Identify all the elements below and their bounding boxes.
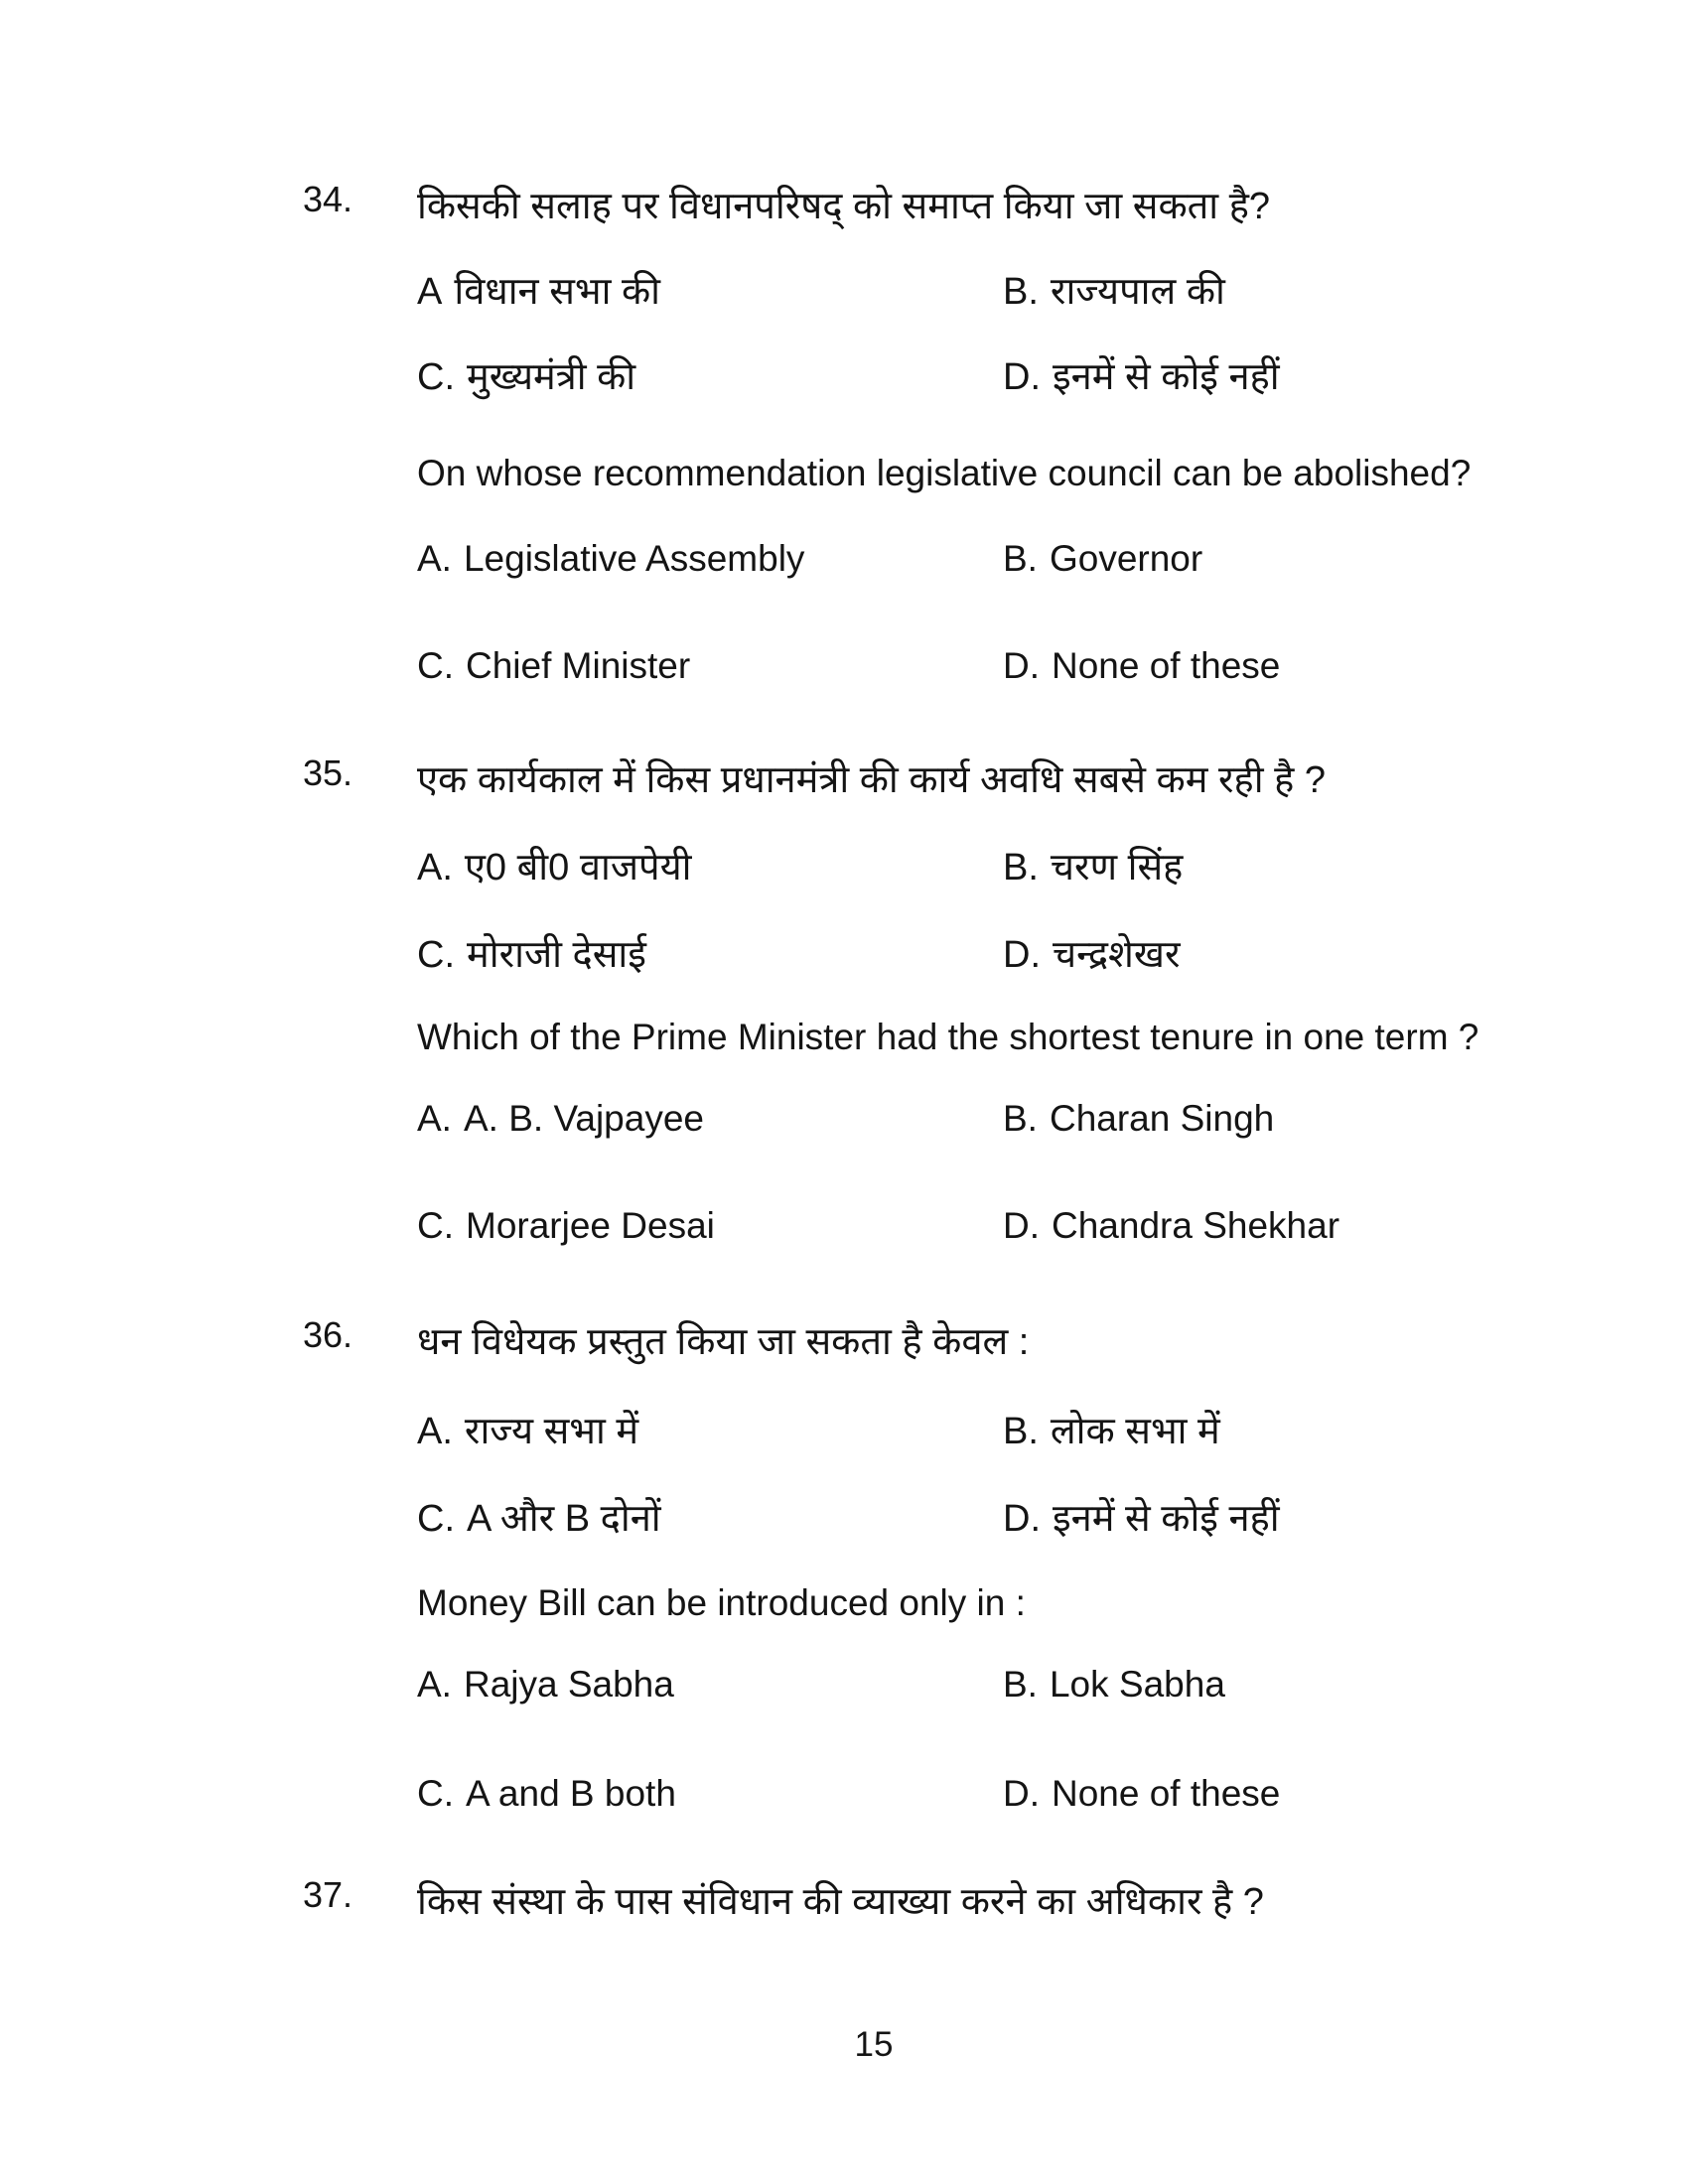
option-label: C. xyxy=(417,356,455,398)
option-c-english xyxy=(417,1773,676,1815)
option-c-hindi xyxy=(417,1491,661,1543)
option-b-english xyxy=(1003,1664,1225,1706)
option-label: B. xyxy=(1003,847,1039,888)
option-text: राज्यपाल की xyxy=(1050,271,1225,313)
question-text-hindi: एक कार्यकाल में किस प्रधानमंत्री की कार्य अवधि सबसे कम रही है ? xyxy=(417,759,1326,801)
option-text: चन्द्रशेखर xyxy=(1053,934,1181,976)
question-number: 34. xyxy=(303,179,353,219)
option-c-hindi xyxy=(417,927,646,979)
option-text: A. B. Vajpayee xyxy=(463,1098,704,1139)
question-35-hindi-options-row-2 xyxy=(0,927,1688,979)
option-a-hindi xyxy=(417,1404,638,1455)
option-label: D. xyxy=(1003,1205,1040,1246)
option-text: Chief Minister xyxy=(466,645,691,686)
question-36-hindi-options-row-2 xyxy=(0,1491,1688,1543)
option-a-hindi xyxy=(417,840,691,891)
question-35-english-options-row-1 xyxy=(0,1098,1688,1150)
option-a-english xyxy=(417,538,804,580)
option-label: D. xyxy=(1003,1498,1041,1540)
question-text-hindi: किस संस्था के पास संविधान की व्याख्या करने का अधिकार है ? xyxy=(417,1881,1264,1923)
option-text: विधान सभा की xyxy=(454,271,661,313)
question-text-english: Money Bill can be introduced only in : xyxy=(417,1582,1026,1623)
option-label: B. xyxy=(1003,1098,1038,1139)
question-35-english-row xyxy=(0,1017,1688,1068)
question-34-hindi-options-row-1 xyxy=(0,264,1688,316)
option-text: Governor xyxy=(1049,538,1203,579)
option-label: C. xyxy=(417,934,455,976)
option-a-english xyxy=(417,1664,674,1706)
option-label: D. xyxy=(1003,1773,1040,1814)
option-label: A. xyxy=(417,1411,453,1452)
question-35-english-options-row-2 xyxy=(0,1205,1688,1257)
option-d-english xyxy=(1003,1773,1280,1815)
option-b-english xyxy=(1003,538,1202,580)
question-36-hindi-options-row-1 xyxy=(0,1404,1688,1455)
option-text: Charan Singh xyxy=(1049,1098,1275,1139)
question-34-hindi-row xyxy=(0,179,1688,230)
option-text: Morarjee Desai xyxy=(466,1205,715,1246)
option-c-hindi xyxy=(417,349,635,401)
option-label: D. xyxy=(1003,934,1041,976)
option-c-english xyxy=(417,1205,715,1247)
option-text: इनमें से कोई नहीं xyxy=(1053,1498,1280,1540)
question-35-hindi-row xyxy=(0,752,1688,804)
question-35-hindi-options-row-1 xyxy=(0,840,1688,891)
option-b-english xyxy=(1003,1098,1274,1140)
option-label: C. xyxy=(417,1205,454,1246)
option-text: इनमें से कोई नहीं xyxy=(1053,356,1280,398)
option-b-hindi xyxy=(1003,264,1225,316)
option-label: C. xyxy=(417,1773,454,1814)
option-d-hindi xyxy=(1003,927,1181,979)
question-36-english-row xyxy=(0,1582,1688,1634)
option-label: C. xyxy=(417,1498,455,1540)
option-label: B. xyxy=(1003,1664,1038,1705)
option-text: A and B both xyxy=(466,1773,676,1814)
option-text: ए0 बी0 वाजपेयी xyxy=(464,847,692,888)
option-label: A. xyxy=(417,1098,452,1139)
option-label: A xyxy=(417,271,443,313)
option-text: राज्य सभा में xyxy=(464,1411,639,1452)
option-label: A. xyxy=(417,1664,452,1705)
option-text: Rajya Sabha xyxy=(463,1664,674,1705)
option-c-english xyxy=(417,645,690,687)
option-label: D. xyxy=(1003,356,1041,398)
option-text: Chandra Shekhar xyxy=(1052,1205,1340,1246)
page-number: 15 xyxy=(854,2025,894,2064)
option-d-english xyxy=(1003,1205,1339,1247)
option-text: A और B दोनों xyxy=(467,1498,661,1540)
option-text: Legislative Assembly xyxy=(463,538,805,579)
option-text: मोराजी देसाई xyxy=(467,934,646,976)
option-a-english xyxy=(417,1098,704,1140)
question-number: 37. xyxy=(303,1874,353,1915)
question-34-english-options-row-2 xyxy=(0,645,1688,697)
option-text: मुख्यमंत्री की xyxy=(467,356,636,398)
option-text: लोक सभा में xyxy=(1050,1411,1220,1452)
option-label: D. xyxy=(1003,645,1040,686)
option-d-hindi xyxy=(1003,349,1280,401)
option-label: C. xyxy=(417,645,454,686)
question-34-english-options-row-1 xyxy=(0,538,1688,590)
option-d-english xyxy=(1003,645,1280,687)
option-text: None of these xyxy=(1052,1773,1281,1814)
option-a-hindi xyxy=(417,264,660,316)
question-34-hindi-options-row-2 xyxy=(0,349,1688,401)
question-text-english: On whose recommendation legislative council can be abolished? xyxy=(417,453,1472,493)
option-label: A. xyxy=(417,538,452,579)
option-label: B. xyxy=(1003,271,1039,313)
question-number: 35. xyxy=(303,752,353,793)
question-36-hindi-row xyxy=(0,1314,1688,1366)
question-number: 36. xyxy=(303,1314,353,1355)
question-37-hindi-row xyxy=(0,1874,1688,1926)
option-b-hindi xyxy=(1003,840,1183,891)
option-text: None of these xyxy=(1052,645,1281,686)
option-b-hindi xyxy=(1003,1404,1220,1455)
question-text-hindi: धन विधेयक प्रस्तुत किया जा सकता है केवल : xyxy=(417,1321,1030,1363)
question-text-english: Which of the Prime Minister had the shortest tenure in one term ? xyxy=(417,1017,1479,1057)
option-text: Lok Sabha xyxy=(1049,1664,1225,1705)
option-label: A. xyxy=(417,847,453,888)
option-text: चरण सिंह xyxy=(1050,847,1184,888)
question-36-english-options-row-1 xyxy=(0,1664,1688,1715)
option-d-hindi xyxy=(1003,1491,1280,1543)
option-label: B. xyxy=(1003,1411,1039,1452)
question-36-english-options-row-2 xyxy=(0,1773,1688,1825)
question-text-hindi: किसकी सलाह पर विधानपरिषद् को समाप्त किया जा सकता है? xyxy=(417,186,1271,227)
option-label: B. xyxy=(1003,538,1038,579)
question-34-english-row xyxy=(0,453,1688,504)
